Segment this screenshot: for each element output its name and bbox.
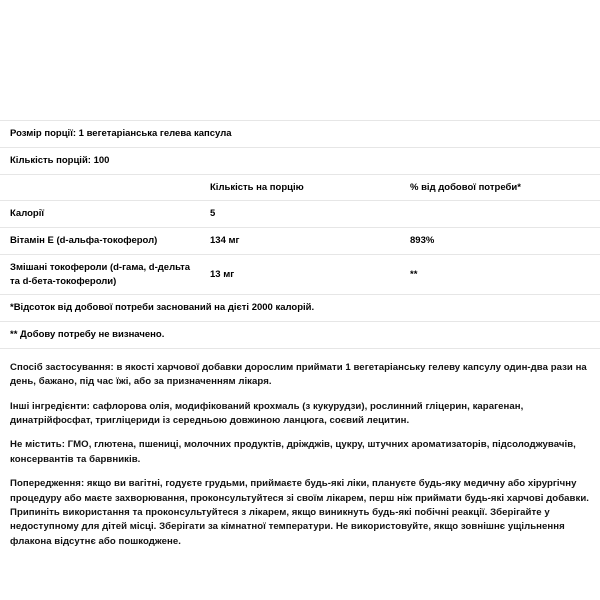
servings-per-container-text: Кількість порцій: 100 bbox=[0, 147, 600, 174]
nutrient-amount: 13 мг bbox=[200, 254, 400, 295]
nutrient-name: Змішані токофероли (d-гама, d-дельта та d-бета-токофероли) bbox=[0, 254, 200, 295]
nutrient-name: Вітамін E (d-альфа-токоферол) bbox=[0, 228, 200, 255]
table-row-servings-per-container bbox=[0, 147, 600, 174]
column-header-amount-per-serving: Кількість на порцію bbox=[200, 174, 400, 201]
column-header-name bbox=[0, 174, 200, 201]
top-spacer bbox=[0, 0, 600, 120]
nutrient-name: Калорії bbox=[0, 201, 200, 228]
table-row bbox=[0, 201, 600, 228]
footnote-daily-value-basis: *Відсоток від добової потреби заснований на дієті 2000 калорій. bbox=[0, 295, 600, 322]
supplement-facts-table bbox=[0, 120, 600, 295]
footnote-daily-value-not-established: ** Добову потребу не визначено. bbox=[0, 322, 600, 349]
column-header-percent-daily-value: % від добової потреби* bbox=[400, 174, 600, 201]
nutrient-amount: 134 мг bbox=[200, 228, 400, 255]
nutrient-daily-value: ** bbox=[400, 254, 600, 295]
warning-paragraph: Попередження: якщо ви вагітні, годуєте грудьми, приймаєте будь-які ліки, плануєте будь-яку медичну або хірургічну процедуру або маєте захворювання, проконсультуйтеся зі своїм лікарем, перш ніж приймати будь-які харчові добавки. Припиніть використання та проконсультуйтеся з лікарем, якщо виникнуть будь-які побічні реакції. Зберігайте у недоступному для дітей місці. Зберігати за кімнатної температури. Не використовуйте, якщо зовнішнє ущільнення флакона відсутнє або пошкоджене. bbox=[10, 478, 590, 547]
directions-paragraph: Спосіб застосування: в якості харчової добавки дорослим приймати 1 вегетаріанську гелеву капсулу один-два рази на день, бажано, під час їжі, або за призначенням лікаря. bbox=[10, 361, 587, 388]
table-row bbox=[0, 254, 600, 295]
table-row-serving-size bbox=[0, 121, 600, 148]
body-paragraphs bbox=[0, 349, 600, 549]
other-ingredients-paragraph: Інші інгредієнти: сафлорова олія, модифікований крохмаль (з кукурудзи), рослинний гліцерин, карагенан, динатрійфосфат, тригліцериди із середньою довжиною ланцюга, соєвий лецитин. bbox=[10, 400, 524, 427]
nutrient-daily-value: 893% bbox=[400, 228, 600, 255]
table-header-row bbox=[0, 174, 600, 201]
nutrient-amount: 5 bbox=[200, 201, 400, 228]
table-row bbox=[0, 228, 600, 255]
nutrient-daily-value bbox=[400, 201, 600, 228]
free-of-paragraph: Не містить: ГМО, глютена, пшениці, молочних продуктів, дріжджів, цукру, штучних ароматизаторів, підсолоджувачів, консервантів та барвників. bbox=[10, 439, 576, 465]
serving-size-text: Розмір порції: 1 вегетаріанська гелева капсула bbox=[0, 121, 600, 148]
footnotes bbox=[0, 295, 600, 349]
